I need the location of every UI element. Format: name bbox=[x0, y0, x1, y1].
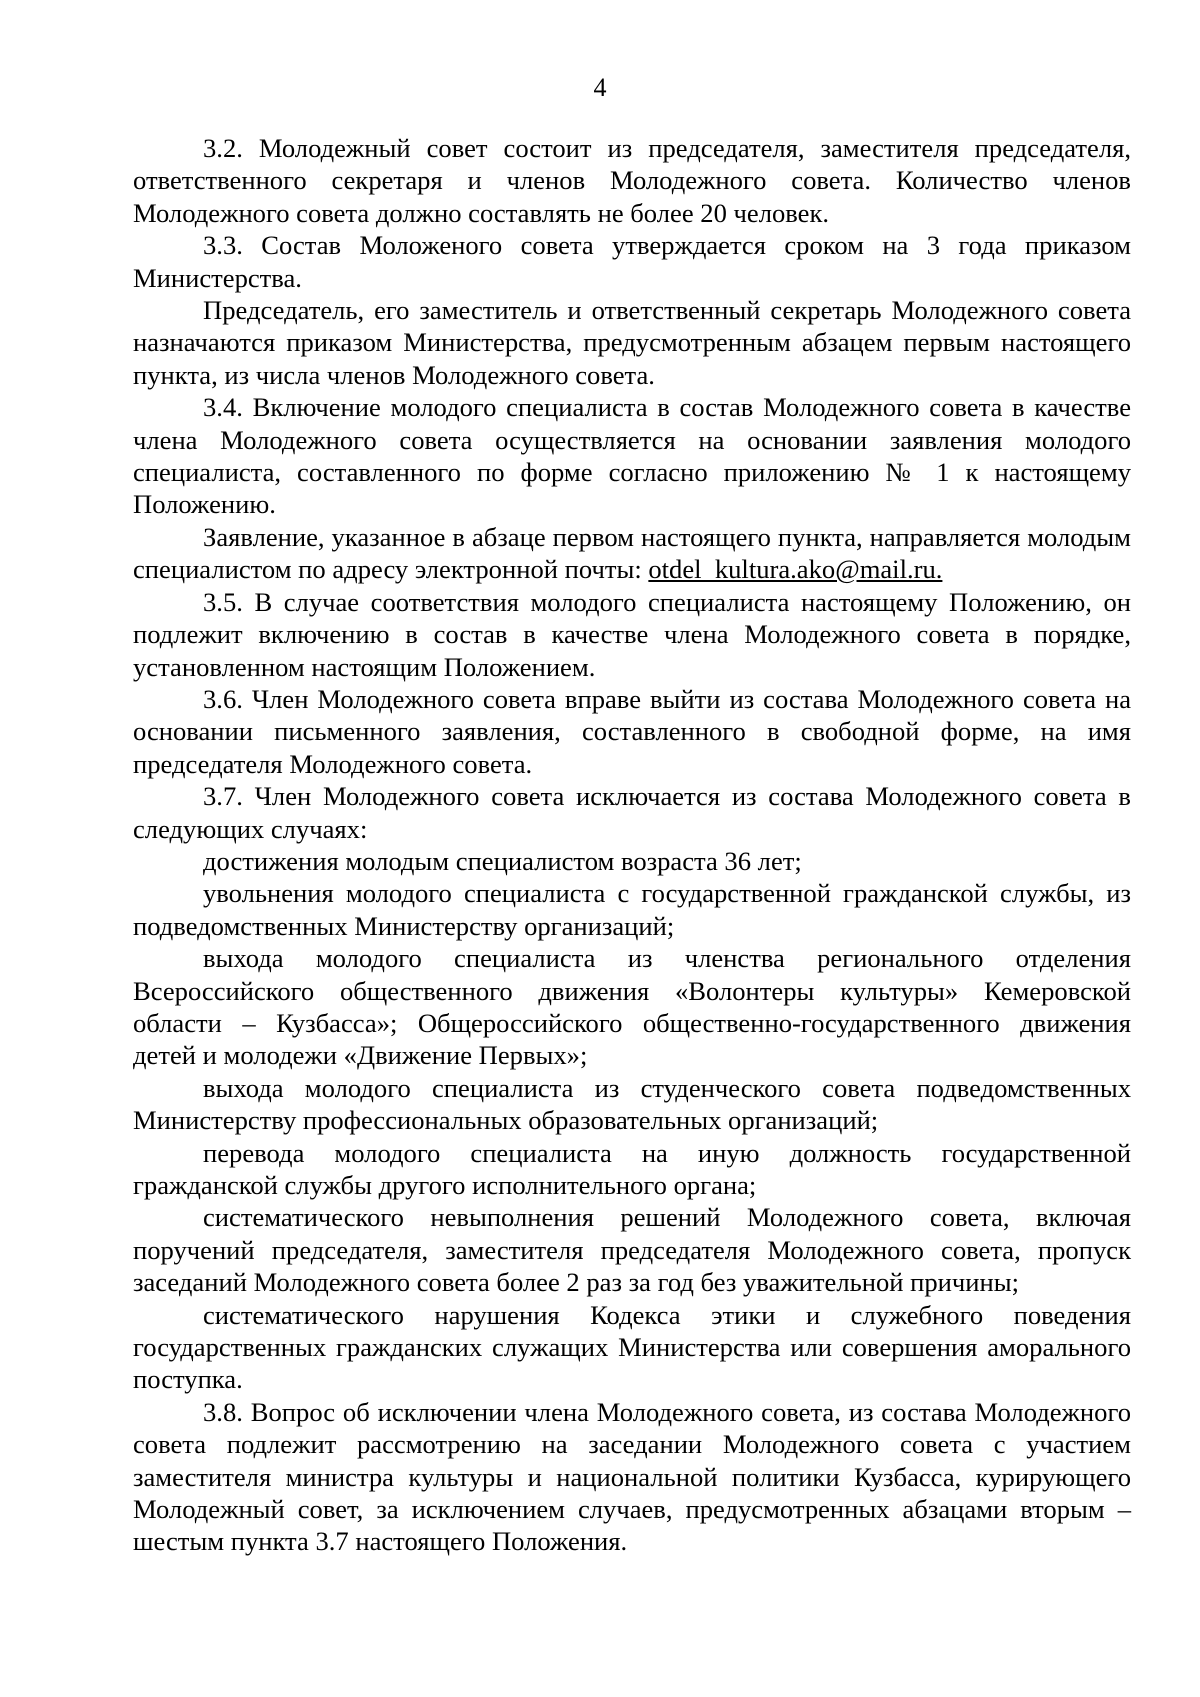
paragraph-chairman-appointment: Председатель, его заместитель и ответственный секретарь Молодежного совета назначаются приказом Министерства, предусмотренным абзацем первым настоящего пункта, из числа членов Молодежного совета. bbox=[133, 295, 1131, 390]
exclusion-case-dismissal: увольнения молодого специалиста с государственной гражданской службы, из подведомственных Министерству организаций; bbox=[133, 878, 1131, 941]
paragraph-3-3: 3.3. Состав Моложеного совета утверждается сроком на 3 года приказом Министерства. bbox=[133, 230, 1131, 293]
paragraph-3-7: 3.7. Член Молодежного совета исключается из состава Молодежного совета в следующих случаях: bbox=[133, 781, 1131, 844]
page-number: 4 bbox=[593, 73, 607, 102]
paragraph-3-8: 3.8. Вопрос об исключении члена Молодежного совета, из состава Молодежного совета подлежит рассмотрению на заседании Молодежного совета с участием заместителя министра культуры и национальной политики Кузбасса, курирующего Молодежный совет, за исключением случаев, предусмотренных абзацами вторым – шестым пункта 3.7 настоящего Положения. bbox=[133, 1396, 1131, 1557]
exclusion-case-age: достижения молодым специалистом возраста 36 лет; bbox=[203, 845, 802, 876]
paragraph-3-2: 3.2. Молодежный совет состоит из председателя, заместителя председателя, ответственного секретаря и членов Молодежного совета. Количество членов Молодежного совета должно составлять не более 20 человек. bbox=[133, 133, 1131, 228]
paragraph-3-6: 3.6. Член Молодежного совета вправе выйти из состава Молодежного совета на основании письменного заявления, составленного в свободной форме, на имя председателя Молодежного совета. bbox=[133, 683, 1131, 779]
document-body bbox=[133, 132, 1131, 1558]
exclusion-case-ethics-violation: систематического нарушения Кодекса этики и служебного поведения государственных гражданских служащих Министерства или совершения аморального поступка. bbox=[133, 1299, 1131, 1395]
exclusion-case-transfer: перевода молодого специалиста на иную должность государственной гражданской службы другого исполнительного органа; bbox=[133, 1137, 1131, 1200]
exclusion-case-student-council: выхода молодого специалиста из студенческого совета подведомственных Министерству профессиональных образовательных организаций; bbox=[133, 1072, 1131, 1136]
paragraph-3-4: 3.4. Включение молодого специалиста в состав Молодежного совета в качестве члена Молодежного совета осуществляется на основании заявления молодого специалиста, составленного по форме согласно приложению № 1 к настоящему Положению. bbox=[133, 392, 1131, 520]
exclusion-case-non-fulfillment: систематического невыполнения решений Молодежного совета, включая поручений председателя, заместителя председателя Молодежного совета, пропуск заседаний Молодежного совета более 2 раз за год без уважительной причины; bbox=[133, 1202, 1131, 1298]
application-email-text: Заявление, указанное в абзаце первом настоящего пункта, направляется молодым специалистом по адресу электронной почты: bbox=[133, 521, 1131, 585]
paragraph-application-email bbox=[133, 521, 1131, 586]
email-link[interactable]: otdel_kultura.ako@mail.ru. bbox=[648, 554, 943, 585]
paragraph-3-5: 3.5. В случае соответствия молодого специалиста настоящему Положению, он подлежит включению в состав в качестве члена Молодежного совета в порядке, установленном настоящим Положением. bbox=[133, 586, 1131, 682]
exclusion-case-volunteers: выхода молодого специалиста из членства регионального отделения Всероссийского общественного движения «Волонтеры культуры» Кемеровской области – Кузбасса»; Общероссийского общественно-государственного движения детей и молодежи «Движение Первых»; bbox=[133, 943, 1131, 1071]
